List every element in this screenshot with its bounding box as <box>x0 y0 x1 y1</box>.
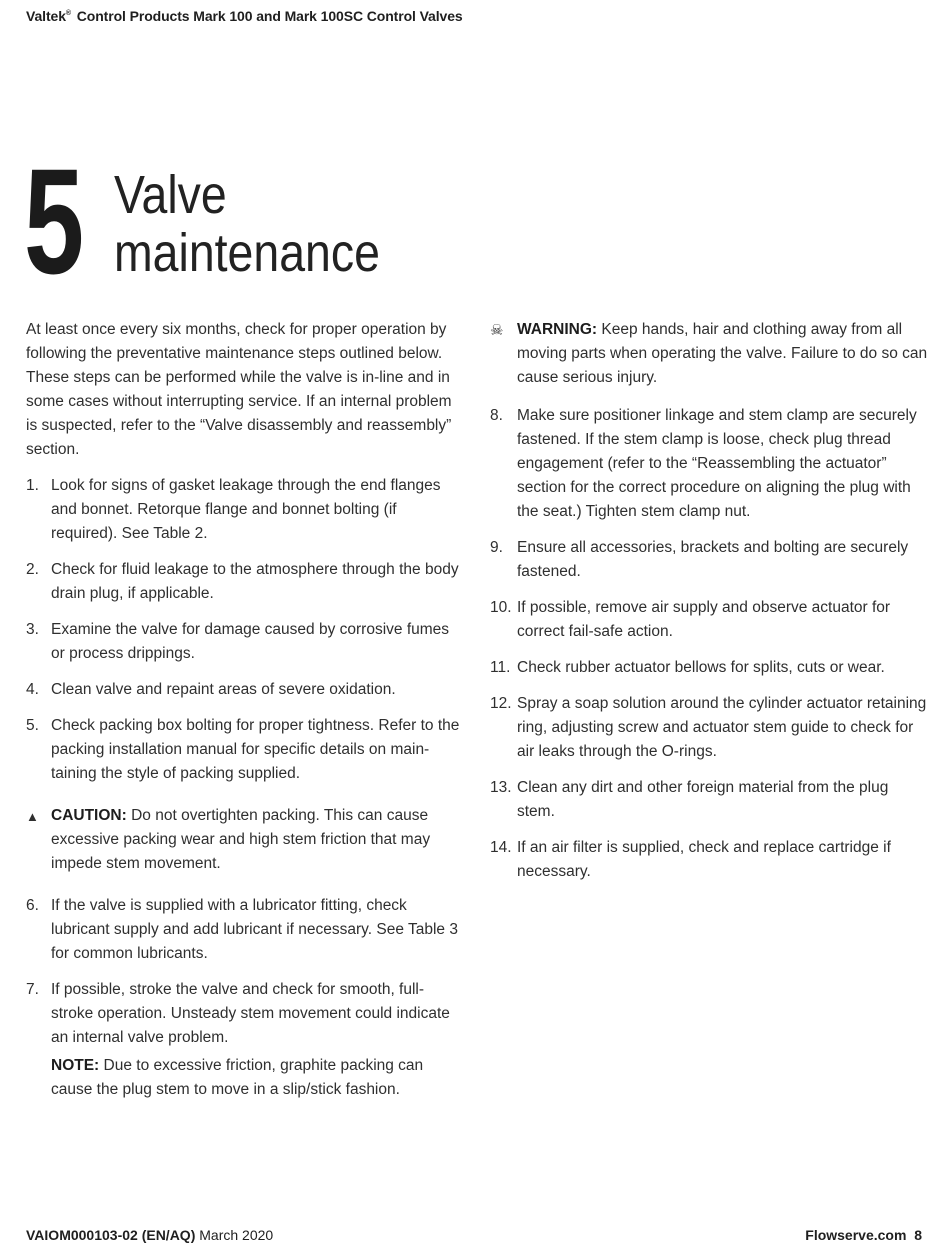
step-text: Examine the valve for damage caused by corrosive fumes or process drippings. <box>51 621 450 662</box>
caution-label: CAUTION: <box>51 807 127 824</box>
step-number: 9. <box>490 539 503 556</box>
caution-notice <box>26 804 466 876</box>
caution-text: Do not overtighten packing. This can cause excessive packing wear and high stem friction that may impede stem movement. <box>51 807 431 872</box>
step-text: Check packing box bolting for proper tightness. Refer to the packing installation manual for specific details on main-taining the style of packing supplied. <box>51 717 460 782</box>
step-number: 8. <box>490 407 503 424</box>
step-number: 1. <box>26 477 39 494</box>
warning-label: WARNING: <box>517 321 598 338</box>
step-text: Spray a soap solution around the cylinder actuator retaining ring, adjusting screw and actuator stem guide to check for air leaks through the O-rings. <box>517 695 927 760</box>
caution-triangle-icon: ▲ <box>26 809 39 824</box>
step-number: 5. <box>26 717 39 734</box>
right-column <box>490 318 930 896</box>
list-item <box>26 678 466 702</box>
skull-crossbones-icon: ☠ <box>490 322 504 339</box>
list-item <box>26 978 466 1050</box>
step-number: 2. <box>26 561 39 578</box>
list-item <box>490 692 930 764</box>
step-text: Check for fluid leakage to the atmosphere through the body drain plug, if applicable. <box>51 561 459 602</box>
footer-site-page <box>805 1227 922 1243</box>
warning-text: Keep hands, hair and clothing away from all moving parts when operating the valve. Failure to do so can cause serious injury. <box>517 321 928 386</box>
note-text: Due to excessive friction, graphite packing can cause the plug stem to move in a slip/stick fashion. <box>51 1057 424 1098</box>
step-number: 13. <box>490 779 512 796</box>
registered-mark: ® <box>65 10 71 18</box>
warning-notice <box>490 318 930 390</box>
note-block <box>51 1054 466 1102</box>
list-item <box>26 558 466 606</box>
step-number: 14. <box>490 839 512 856</box>
step-text: Clean any dirt and other foreign material from the plug stem. <box>517 779 889 820</box>
list-item <box>26 714 466 786</box>
footer-site: Flowserve.com <box>805 1227 907 1243</box>
list-item <box>26 618 466 666</box>
footer-date: March 2020 <box>199 1227 274 1243</box>
chapter-heading <box>24 137 423 305</box>
page-number: 8 <box>914 1227 922 1243</box>
step-number: 4. <box>26 681 39 698</box>
intro-paragraph: At least once every six months, check for proper operation by following the preventative maintenance steps outlined below. These steps can be performed while the valve is in-line and in some cases without interrupting service. If an internal problem is suspected, refer to the “Valve disassembly and reassembly” section. <box>26 321 452 458</box>
step-text: Clean valve and repaint areas of severe oxidation. <box>51 681 396 698</box>
note-label: NOTE: <box>51 1057 100 1074</box>
step-text: If the valve is supplied with a lubricator fitting, check lubricant supply and add lubricant if necessary. See Table 3 for common lubricants. <box>51 897 458 962</box>
list-item <box>490 596 930 644</box>
step-text: If an air filter is supplied, check and replace cartridge if necessary. <box>517 839 891 880</box>
list-item <box>490 836 930 884</box>
step-text: Check rubber actuator bellows for splits, cuts or wear. <box>517 659 885 676</box>
step-text: Ensure all accessories, brackets and bolting are securely fastened. <box>517 539 909 580</box>
chapter-title-line2: maintenance <box>114 223 380 283</box>
chapter-title-line1: Valve <box>114 165 227 225</box>
footer-doc-id: VAIOM000103-02 (EN/AQ) <box>26 1227 196 1243</box>
chapter-title <box>114 166 380 282</box>
step-number: 7. <box>26 981 39 998</box>
list-item <box>26 894 466 966</box>
header-title: Control Products Mark 100 and Mark 100SC Control Valves <box>76 8 463 24</box>
step-number: 3. <box>26 621 39 638</box>
step-number: 11. <box>490 659 511 676</box>
list-item <box>26 474 466 546</box>
running-header <box>26 8 463 24</box>
step-text: Look for signs of gasket leakage through the end flanges and bonnet. Retorque flange and bonnet bolting (if required). See Table 2. <box>51 477 441 542</box>
step-text: If possible, remove air supply and observe actuator for correct fail-safe action. <box>517 599 891 640</box>
list-item <box>490 536 930 584</box>
list-item <box>490 404 930 524</box>
footer-doc-info <box>26 1227 273 1243</box>
step-number: 12. <box>490 695 512 712</box>
step-number: 10. <box>490 599 512 616</box>
step-text: Make sure positioner linkage and stem clamp are securely fastened. If the stem clamp is loose, check plug thread engagement (refer to the “Reassembling the actuator” section for the correct procedure on aligning the plug with the seat.) Tighten stem clamp nut. <box>517 407 917 520</box>
chapter-number: 5 <box>24 137 82 305</box>
list-item <box>490 656 930 680</box>
list-item <box>490 776 930 824</box>
header-brand: Valtek <box>26 8 66 24</box>
step-number: 6. <box>26 897 39 914</box>
step-text: If possible, stroke the valve and check for smooth, full-stroke operation. Unsteady stem movement could indicate an internal valve problem. <box>51 981 450 1046</box>
left-column <box>26 318 466 1102</box>
